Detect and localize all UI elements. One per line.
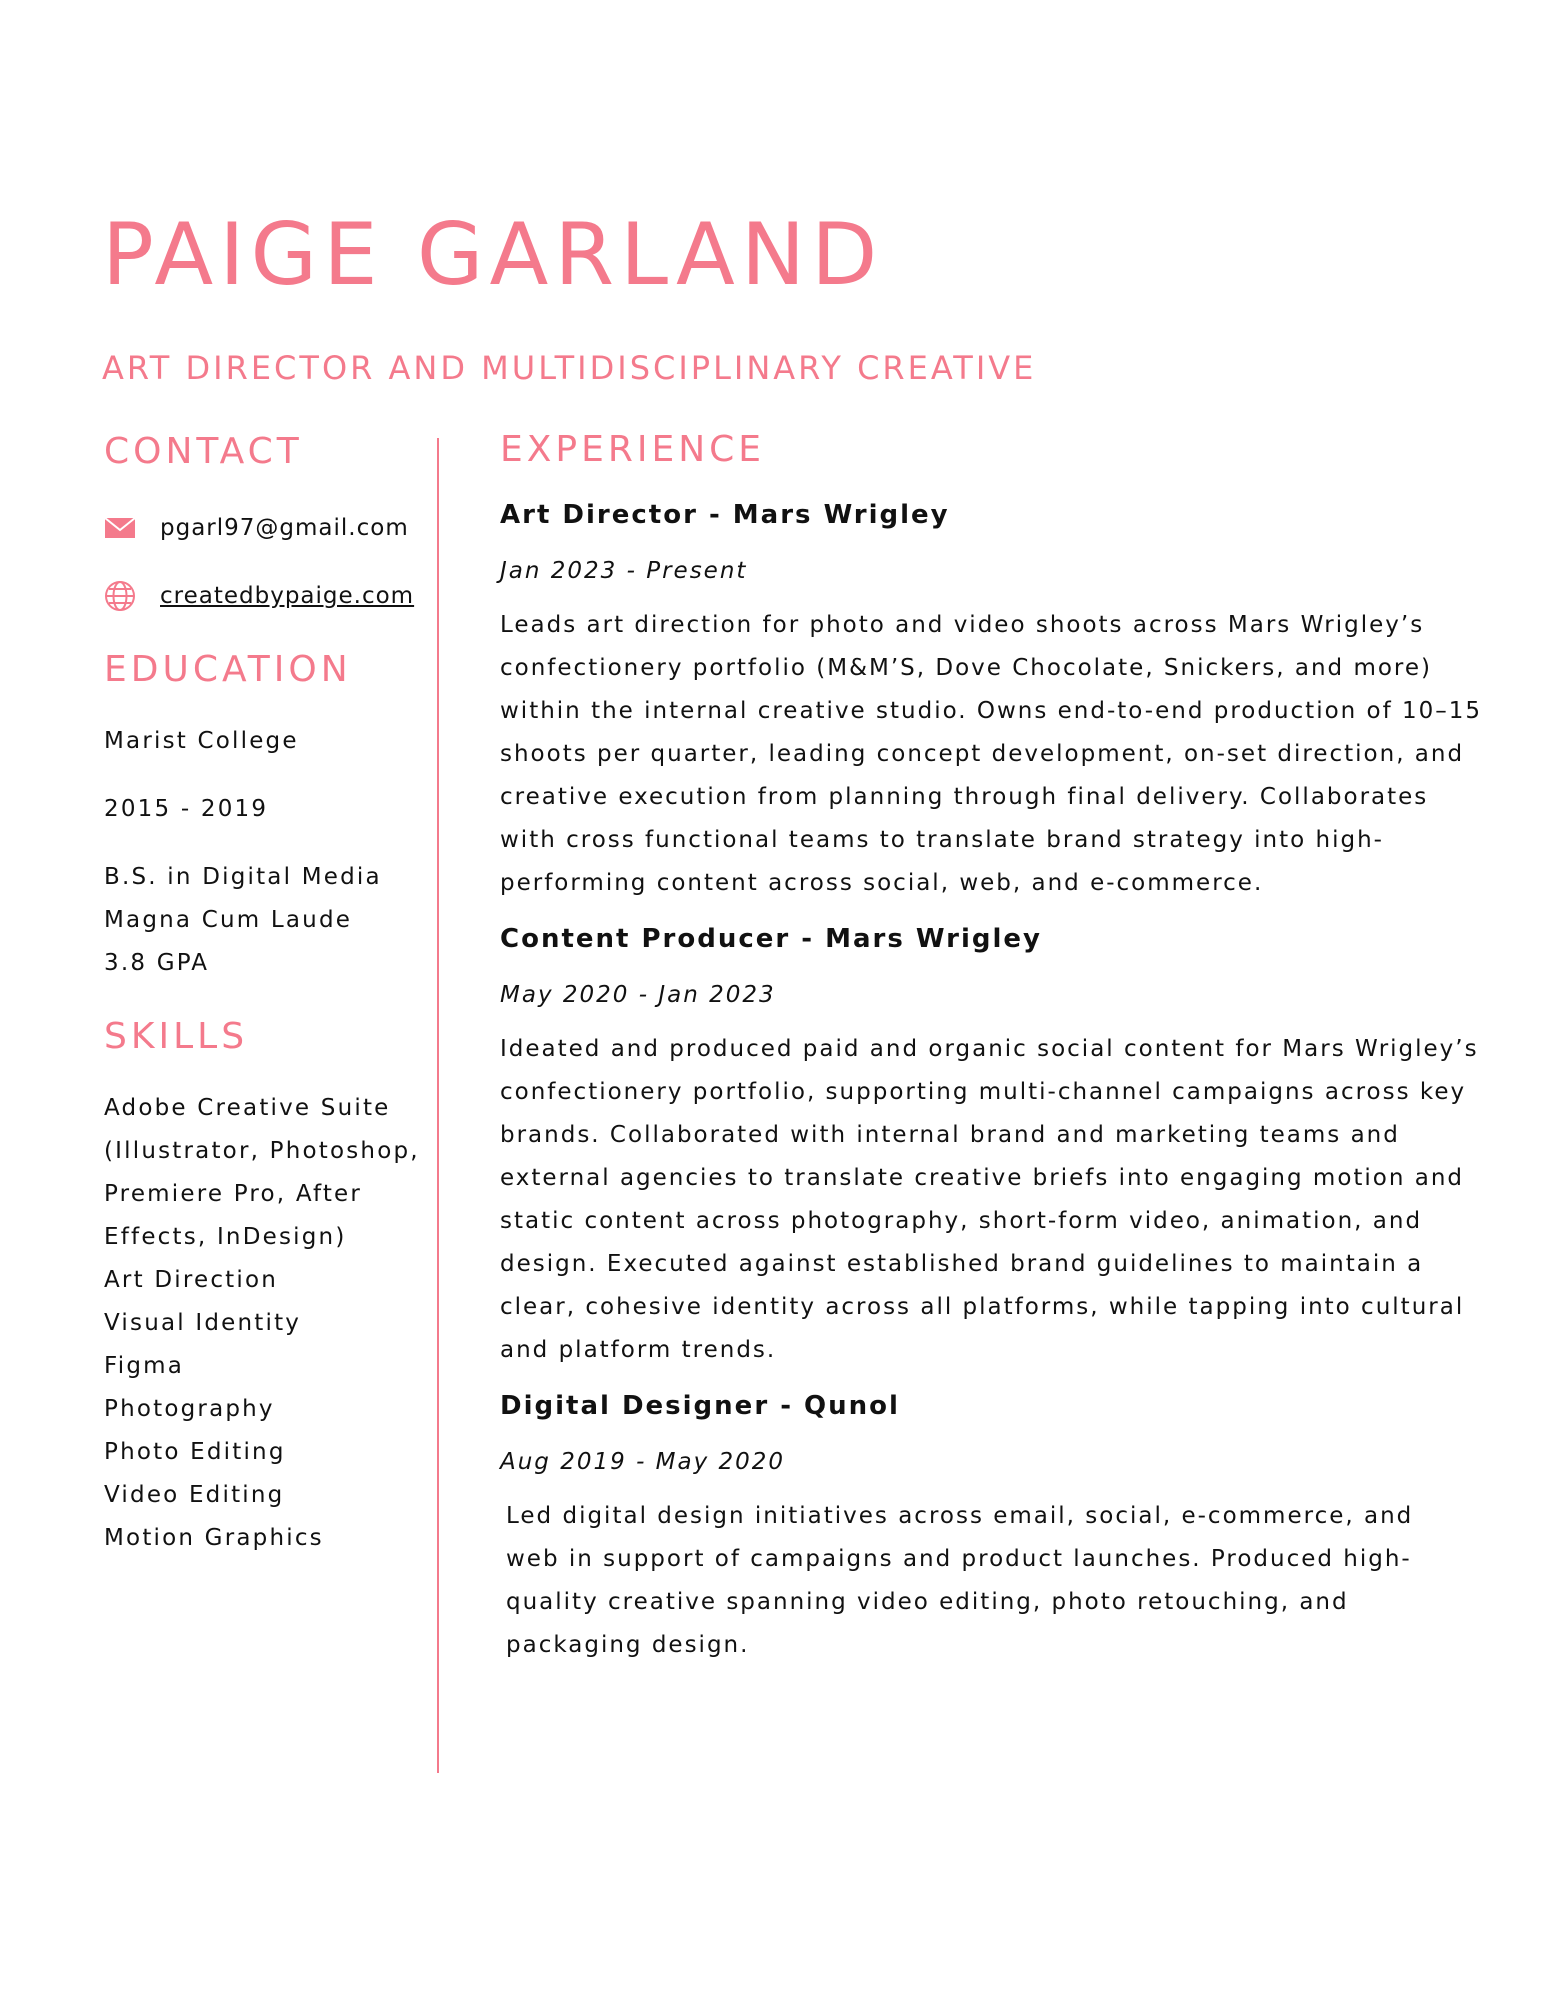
- job-title: Art Director - Mars Wrigley: [500, 500, 950, 530]
- job-title: Content Producer - Mars Wrigley: [500, 924, 1042, 954]
- education-section: [104, 648, 424, 985]
- job-description: Leads art direction for photo and video shoots across Mars Wrigley’s confectionery portfolio (M&M’S, Dove Chocolate, Snickers, and more) within the internal creative studio. Owns end-to-end production of 10–15 shoots per quarter, leading concept development, on-set direction, and creative execution from planning through final delivery. Collaborates with cross functional teams to translate brand strategy into high-performing content across social, web, and e-commerce.: [500, 612, 1483, 896]
- mail-icon: [104, 512, 136, 544]
- resume-subtitle: ART DIRECTOR AND MULTIDISCIPLINARY CREATIVE: [102, 349, 1037, 387]
- education-heading: EDUCATION: [104, 649, 352, 690]
- job-entry: [500, 1389, 1490, 1667]
- skill-item: Visual Identity: [104, 1310, 302, 1336]
- skill-item: Motion Graphics: [104, 1525, 324, 1551]
- skills-heading: SKILLS: [104, 1016, 249, 1057]
- education-school: Marist College: [104, 728, 299, 754]
- left-column: [104, 430, 424, 1560]
- job-entry: [500, 498, 1490, 905]
- skill-item: Video Editing: [104, 1482, 285, 1508]
- column-divider: [437, 438, 439, 1773]
- job-description: Ideated and produced paid and organic social content for Mars Wrigley’s confectionery portfolio, supporting multi-channel campaigns across key brands. Collaborated with internal brand and marketing teams and external agencies to translate creative briefs into engaging motion and static content across photography, short-form video, animation, and design. Executed against established brand guidelines to maintain a clear, cohesive identity across all platforms, while tapping into cultural and platform trends.: [500, 1036, 1479, 1363]
- skill-item: Photo Editing: [104, 1439, 286, 1465]
- education-gpa: 3.8 GPA: [104, 950, 210, 976]
- job-title: Digital Designer - Qunol: [500, 1391, 900, 1421]
- experience-heading: EXPERIENCE: [500, 429, 766, 470]
- skill-item: Art Direction: [104, 1267, 279, 1293]
- contact-heading: CONTACT: [104, 431, 303, 472]
- globe-icon: [104, 580, 136, 612]
- job-dates: Jan 2023 - Present: [500, 558, 748, 584]
- skill-item: Photography: [104, 1396, 275, 1422]
- job-description: Led digital design initiatives across email, social, e-commerce, and web in support of campaigns and product launches. Produced high-quality creative spanning video editing, photo retouching, and packaging design.: [506, 1503, 1414, 1658]
- skill-item: Adobe Creative Suite (Illustrator, Photoshop, Premiere Pro, After Effects, InDesign): [104, 1095, 420, 1250]
- skills-list: [104, 1087, 424, 1560]
- skills-section: [104, 1015, 424, 1560]
- website-link[interactable]: createdbypaige.com: [160, 583, 415, 609]
- contact-section: [104, 430, 424, 612]
- email-row: [104, 512, 424, 544]
- email-text[interactable]: pgarl97@gmail.com: [160, 515, 409, 541]
- job-dates: Aug 2019 - May 2020: [500, 1449, 786, 1475]
- job-dates: May 2020 - Jan 2023: [500, 982, 776, 1008]
- education-honors: Magna Cum Laude: [104, 907, 353, 933]
- website-row: [104, 580, 424, 612]
- right-column: [500, 428, 1490, 1667]
- resume-name: PAIGE GARLAND: [102, 205, 884, 305]
- education-years: 2015 - 2019: [104, 796, 269, 822]
- education-degree: B.S. in Digital Media: [104, 864, 382, 890]
- skill-item: Figma: [104, 1353, 185, 1379]
- job-entry: [500, 922, 1490, 1372]
